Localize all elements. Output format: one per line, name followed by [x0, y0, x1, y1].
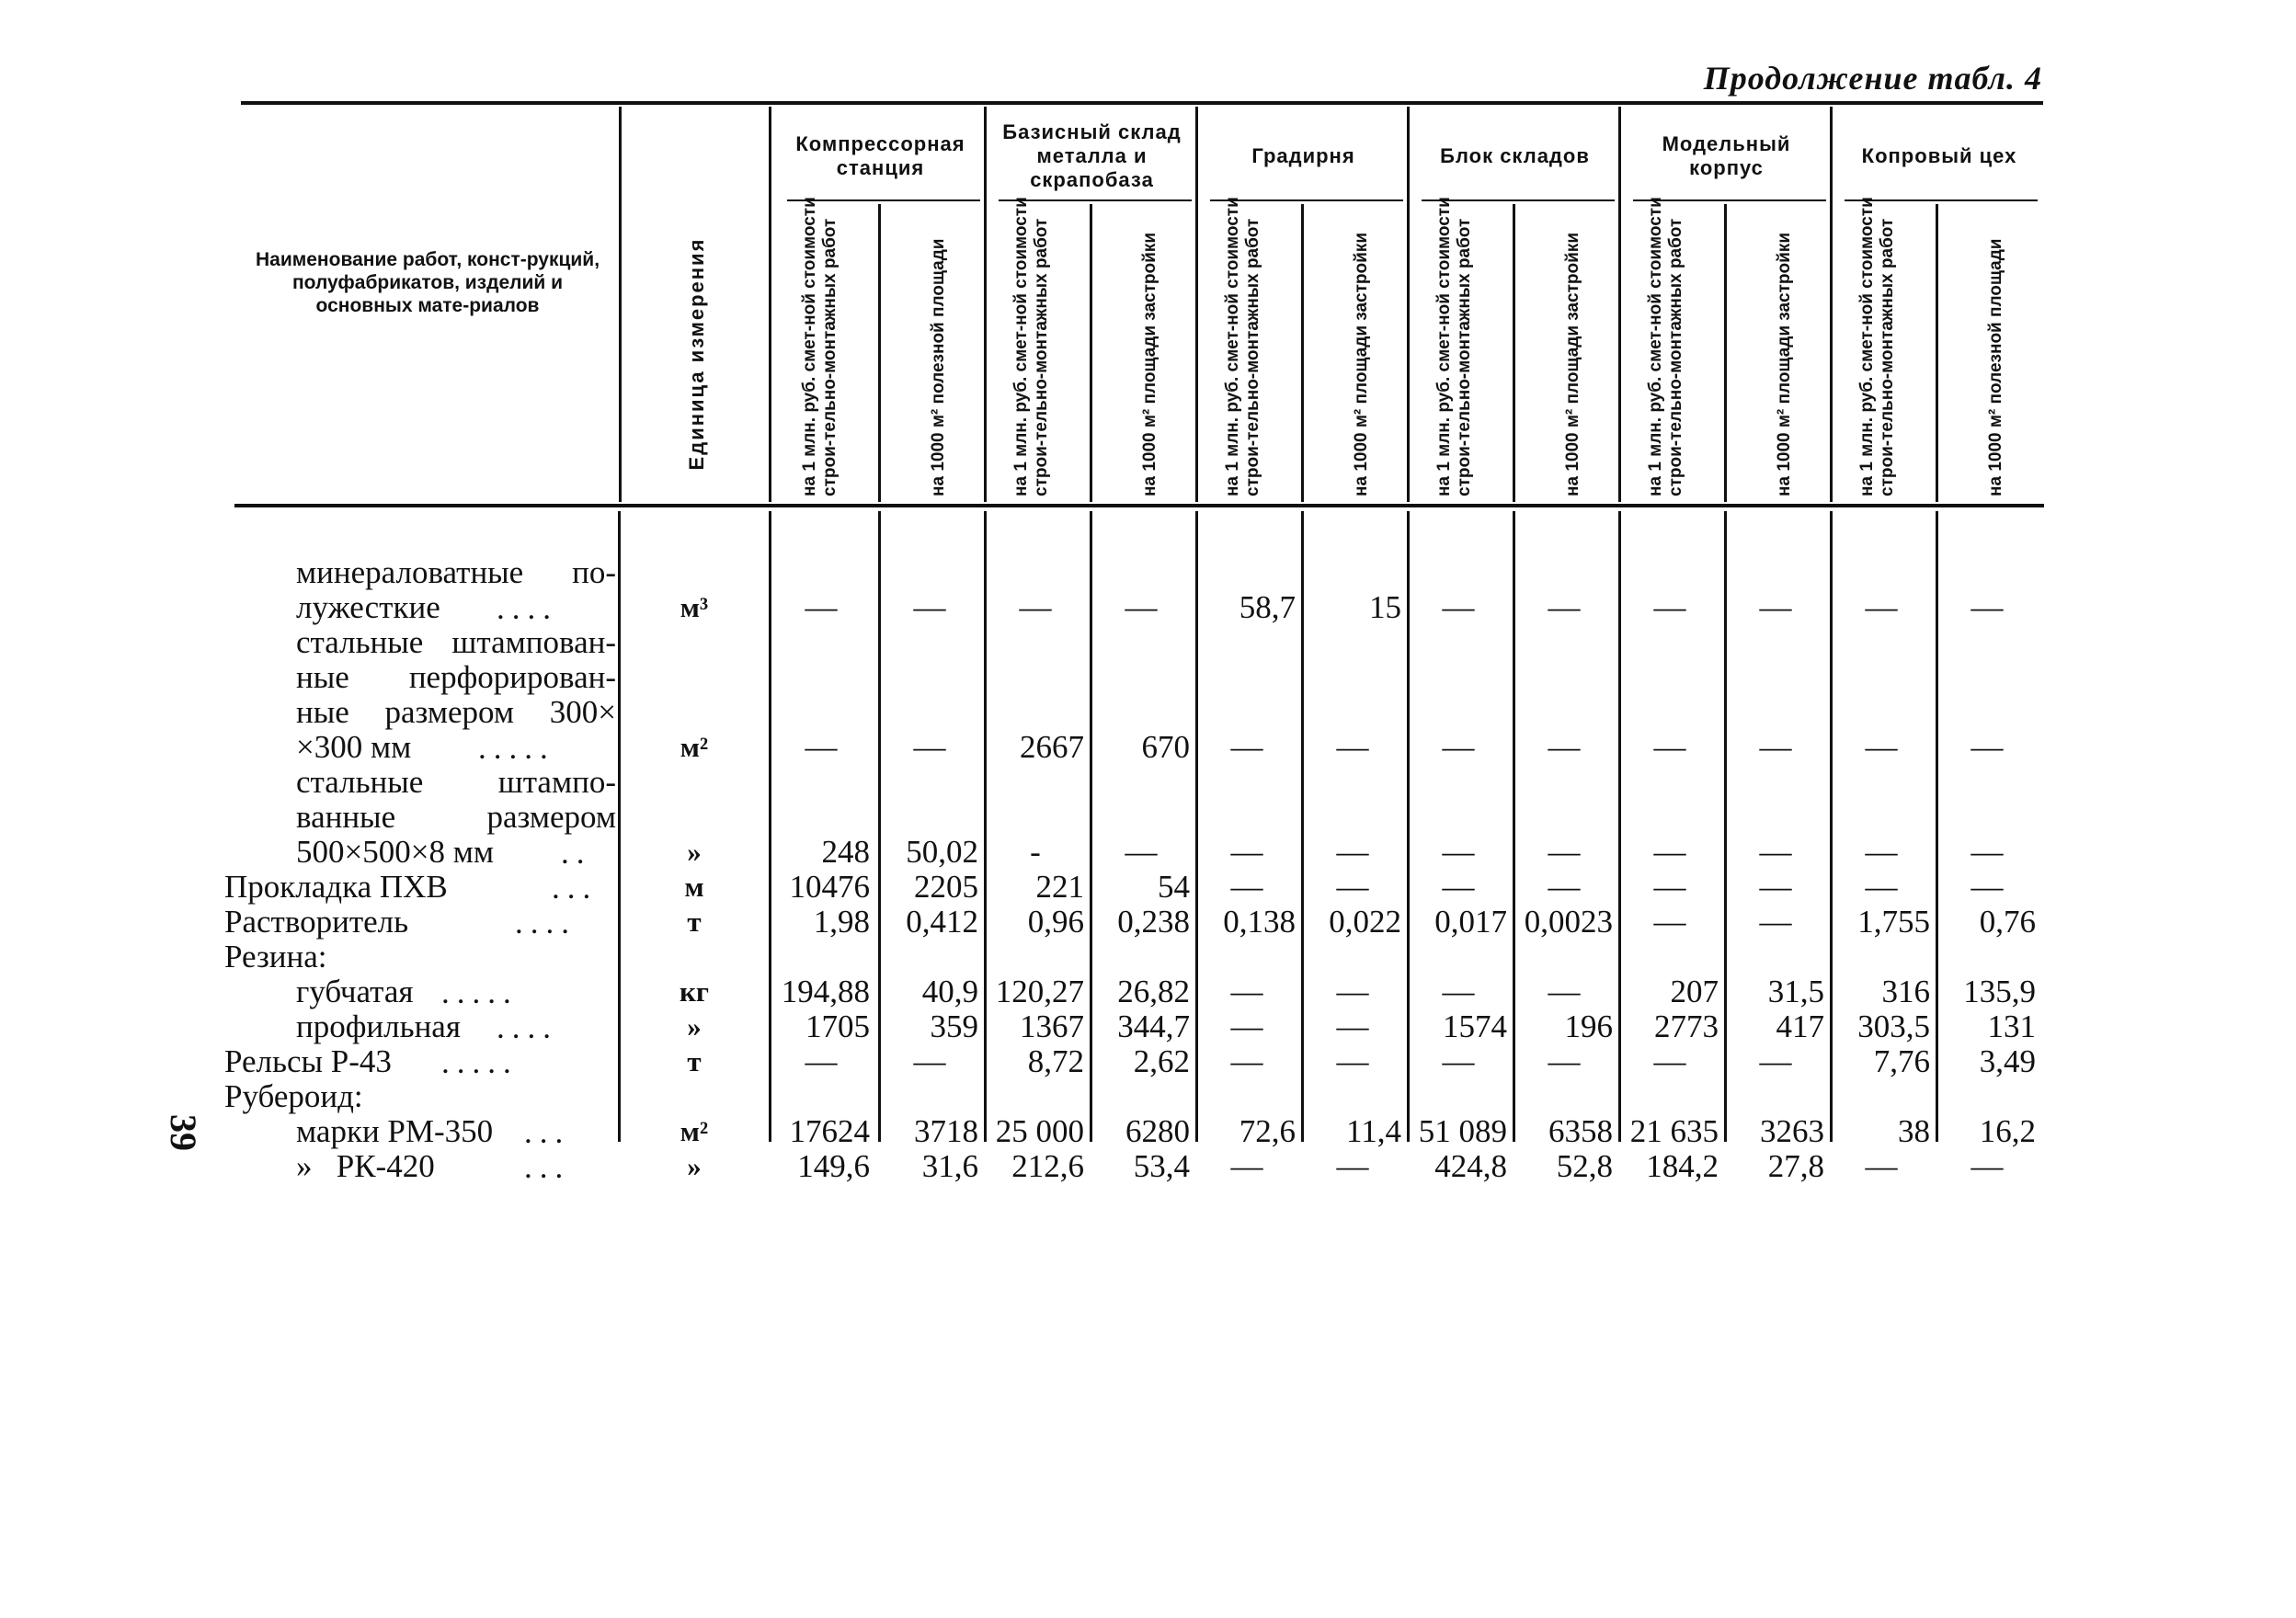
table-cell: —	[1548, 869, 1581, 905]
table-cell: —	[1230, 1043, 1263, 1079]
subheader-cost: на 1 млн. руб. смет-ной стоимости строи-тельно-монтажных работ	[1646, 197, 1685, 496]
group-header-warehouse-block: Блок складов	[1440, 144, 1590, 167]
unit-column-header: Единица измерения	[685, 237, 708, 471]
group-header-pile-shop: Копровый цех	[1861, 144, 2017, 167]
table-cell: —	[1442, 589, 1475, 625]
row-label: ванные размером	[296, 799, 616, 835]
table-cell: —	[1759, 904, 1792, 940]
table-cell: 417	[1776, 1008, 1824, 1044]
table-cell: —	[1865, 589, 1898, 625]
row-label: губчатая	[296, 974, 414, 1009]
table-cell: 0,138	[1223, 904, 1296, 940]
table-cell: —	[805, 729, 838, 765]
table-cell: 670	[1141, 729, 1190, 765]
table-cell: 58,7	[1239, 589, 1296, 625]
table-cell: 1,98	[813, 904, 870, 940]
table-cell: —	[1336, 1148, 1369, 1184]
table-cell: 316	[1881, 974, 1930, 1009]
table-cell: 51 089	[1418, 1113, 1507, 1149]
table-cell: 72,6	[1239, 1113, 1296, 1149]
header-divider	[984, 107, 987, 502]
table-cell: —	[1125, 834, 1158, 870]
table-cell: 10476	[789, 869, 870, 905]
leader-dots: ....	[497, 590, 558, 626]
row-unit: »	[687, 1150, 702, 1182]
table-cell: —	[1759, 729, 1792, 765]
row-label-section: Резина:	[224, 939, 327, 974]
table-cell: 31,5	[1767, 974, 1824, 1009]
table-cell: 0,412	[906, 904, 978, 940]
table-cell: —	[1970, 729, 2004, 765]
row-unit: м³	[680, 591, 709, 623]
table-cell: 344,7	[1117, 1008, 1190, 1044]
table-cell: 212,6	[1011, 1148, 1084, 1184]
header-subdivider	[1724, 204, 1727, 502]
leader-dots: .....	[441, 1044, 519, 1080]
table-cell: 27,8	[1767, 1148, 1824, 1184]
table-cell: 15	[1369, 589, 1401, 625]
header-divider	[1407, 107, 1410, 502]
table-cell: —	[913, 1043, 946, 1079]
table-cell: 207	[1670, 974, 1719, 1009]
row-label: минераловатные по-	[296, 554, 616, 590]
row-unit: кг	[680, 975, 709, 1008]
table-continuation-title: Продолжение табл. 4	[1703, 60, 2042, 97]
table-cell: 0,76	[1979, 904, 2036, 940]
table-top-rule	[241, 101, 2043, 105]
table-cell: —	[1230, 1148, 1263, 1184]
table-cell: 194,88	[781, 974, 870, 1009]
table-cell: 2773	[1654, 1008, 1719, 1044]
table-cell: 40,9	[921, 974, 978, 1009]
header-subdivider	[878, 204, 881, 502]
row-label: ные перфорирован-	[296, 659, 616, 695]
table-cell: 1705	[805, 1008, 870, 1044]
table-cell: —	[1442, 974, 1475, 1009]
table-cell: 0,022	[1329, 904, 1401, 940]
subheader-cost: на 1 млн. руб. смет-ной стоимости строи-тельно-монтажных работ	[1857, 197, 1897, 496]
table-cell: —	[1865, 729, 1898, 765]
table-cell: —	[1653, 834, 1686, 870]
table-cell: —	[1970, 589, 2004, 625]
table-cell: —	[1970, 1148, 2004, 1184]
header-subdivider	[1513, 204, 1515, 502]
header-subdivider	[1936, 204, 1938, 502]
group-header-compressor: Компрессорная станция	[795, 132, 965, 179]
leader-dots: ...	[552, 870, 599, 906]
table-cell: 50,02	[906, 834, 978, 870]
row-label: марки РМ-350	[296, 1113, 494, 1149]
table-cell: 25 000	[995, 1113, 1084, 1149]
leader-dots: ...	[524, 1114, 571, 1150]
table-cell: 6358	[1548, 1113, 1613, 1149]
table-cell: —	[1970, 834, 2004, 870]
table-cell: —	[1336, 1043, 1369, 1079]
row-label: 500×500×8 мм	[296, 834, 495, 870]
table-cell: —	[1230, 834, 1263, 870]
table-cell: 3263	[1760, 1113, 1824, 1149]
table-cell: —	[1019, 589, 1052, 625]
table-cell: —	[1653, 729, 1686, 765]
table-cell: 53,4	[1133, 1148, 1190, 1184]
table-cell: 0,238	[1117, 904, 1190, 940]
table-cell: —	[1442, 1043, 1475, 1079]
row-label: » РК-420	[296, 1148, 435, 1184]
subheader-area: на 1000 м² площади застройки	[1775, 233, 1794, 496]
group-header-metal-warehouse: Базисный склад металла и скрапобаза	[1002, 120, 1182, 191]
row-label: стальные штампо-	[296, 764, 616, 800]
table-cell: 54	[1158, 869, 1190, 905]
table-cell: 2205	[914, 869, 978, 905]
row-unit: »	[687, 836, 702, 868]
table-cell: 17624	[789, 1113, 870, 1149]
table-cell: 0,0023	[1524, 904, 1613, 940]
table-cell: -	[1030, 834, 1041, 870]
row-unit: м	[684, 871, 704, 903]
table-cell: —	[1230, 974, 1263, 1009]
body-divider	[618, 511, 621, 1142]
table-cell: —	[1759, 589, 1792, 625]
group-header-model-building: Модельный корпус	[1662, 132, 1791, 179]
header-subdivider	[1301, 204, 1304, 502]
table-cell: —	[1230, 869, 1263, 905]
row-label: стальные штампован-	[296, 624, 616, 660]
table-cell: —	[1125, 589, 1158, 625]
table-cell: —	[913, 589, 946, 625]
table-cell: —	[1865, 869, 1898, 905]
leader-dots: .....	[441, 974, 519, 1010]
table-cell: —	[1759, 869, 1792, 905]
table-cell: —	[1548, 729, 1581, 765]
table-cell: 120,27	[995, 974, 1084, 1009]
table-cell: —	[913, 729, 946, 765]
table-cell: 7,76	[1873, 1043, 1930, 1079]
subheader-area: на 1000 м² полезной площади	[1986, 238, 2005, 496]
name-column-header: Наименование работ, конст-рукций, полуфабрикатов, изделий и основных мате-риалов	[255, 249, 600, 316]
table-cell: —	[1548, 1043, 1581, 1079]
table-cell: —	[1548, 589, 1581, 625]
leader-dots: ....	[497, 1009, 558, 1045]
table-cell: 6280	[1125, 1113, 1190, 1149]
subheader-area: на 1000 м² полезной площади	[929, 238, 948, 496]
subheader-area: на 1000 м² площади застройки	[1352, 233, 1371, 496]
table-cell: 424,8	[1434, 1148, 1507, 1184]
table-cell: 0,96	[1027, 904, 1084, 940]
row-unit: т	[687, 1045, 702, 1077]
subheader-cost: на 1 млн. руб. смет-ной стоимости строи-тельно-монтажных работ	[1011, 197, 1051, 496]
table-cell: —	[1653, 869, 1686, 905]
row-label: Растворитель	[224, 904, 409, 940]
header-divider	[1830, 107, 1833, 502]
table-cell: 131	[1987, 1008, 2036, 1044]
leader-dots: .....	[478, 730, 555, 766]
table-cell: —	[1653, 1043, 1686, 1079]
group-header-cooling-tower: Градирня	[1251, 144, 1355, 167]
table-cell: 221	[1035, 869, 1084, 905]
table-cell: —	[1336, 729, 1369, 765]
table-cell: —	[1548, 974, 1581, 1009]
table-cell: 3718	[914, 1113, 978, 1149]
table-cell: —	[805, 1043, 838, 1079]
table-cell: —	[1759, 834, 1792, 870]
table-cell: —	[1548, 834, 1581, 870]
row-unit: »	[687, 1010, 702, 1043]
table-cell: 11,4	[1346, 1113, 1401, 1149]
table-cell: 8,72	[1027, 1043, 1084, 1079]
table-cell: 31,6	[921, 1148, 978, 1184]
table-cell: —	[1442, 729, 1475, 765]
table-cell: —	[1230, 1008, 1263, 1044]
row-unit: т	[687, 906, 702, 938]
table-cell: —	[1865, 834, 1898, 870]
header-divider	[1618, 107, 1621, 502]
row-unit: м²	[680, 731, 709, 763]
row-label: Прокладка ПХВ	[224, 869, 448, 905]
subheader-cost: на 1 млн. руб. смет-ной стоимости строи-тельно-монтажных работ	[1223, 197, 1262, 496]
table-cell: —	[1230, 729, 1263, 765]
table-cell: —	[1865, 1148, 1898, 1184]
leader-dots: ....	[515, 905, 577, 940]
subheader-area: на 1000 м² площади застройки	[1563, 233, 1582, 496]
table-cell: 38	[1898, 1113, 1930, 1149]
table-cell: 2,62	[1133, 1043, 1190, 1079]
table-cell: 359	[930, 1008, 978, 1044]
table-cell: —	[1653, 589, 1686, 625]
row-label: ные размером 300×	[296, 694, 616, 730]
row-label: ×300 мм	[296, 729, 412, 765]
leader-dots: ..	[561, 835, 592, 871]
table-cell: 248	[821, 834, 870, 870]
subheader-cost: на 1 млн. руб. смет-ной стоимости строи-тельно-монтажных работ	[800, 197, 840, 496]
table-cell: —	[1970, 869, 2004, 905]
table-cell: —	[1653, 904, 1686, 940]
table-cell: —	[1759, 1043, 1792, 1079]
header-subdivider	[1090, 204, 1092, 502]
table-cell: 135,9	[1963, 974, 2036, 1009]
header-divider	[769, 107, 771, 502]
table-cell: 303,5	[1857, 1008, 1930, 1044]
header-divider	[619, 107, 622, 502]
row-label: профильная	[296, 1008, 461, 1044]
table-cell: 1574	[1443, 1008, 1507, 1044]
header-divider	[1195, 107, 1198, 502]
table-cell: 196	[1564, 1008, 1613, 1044]
subheader-area: на 1000 м² площади застройки	[1140, 233, 1159, 496]
leader-dots: ...	[524, 1149, 571, 1185]
table-cell: —	[1336, 834, 1369, 870]
table-cell: 149,6	[797, 1148, 870, 1184]
row-label: лужесткие	[296, 589, 440, 625]
row-label: Рельсы Р-43	[224, 1043, 392, 1079]
table-cell: 184,2	[1646, 1148, 1719, 1184]
table-cell: 3,49	[1979, 1043, 2036, 1079]
table-cell: —	[1336, 869, 1369, 905]
table-cell: 26,82	[1117, 974, 1190, 1009]
table-cell: 16,2	[1979, 1113, 2036, 1149]
table-cell: 1367	[1020, 1008, 1084, 1044]
page-number: 39	[163, 1114, 204, 1151]
table-header-rule	[234, 504, 2044, 507]
table-cell: 21 635	[1629, 1113, 1719, 1149]
row-unit: м²	[680, 1115, 709, 1147]
table-cell: —	[1336, 974, 1369, 1009]
table-cell: —	[1442, 869, 1475, 905]
table-cell: 2667	[1020, 729, 1084, 765]
table-cell: 1,755	[1857, 904, 1930, 940]
row-label-section: Рубероид:	[224, 1078, 363, 1114]
table-cell: —	[1442, 834, 1475, 870]
table-cell: 52,8	[1556, 1148, 1613, 1184]
table-cell: —	[805, 589, 838, 625]
table-cell: —	[1336, 1008, 1369, 1044]
subheader-cost: на 1 млн. руб. смет-ной стоимости строи-тельно-монтажных работ	[1434, 197, 1474, 496]
body-divider	[769, 511, 771, 1142]
table-cell: 0,017	[1434, 904, 1507, 940]
